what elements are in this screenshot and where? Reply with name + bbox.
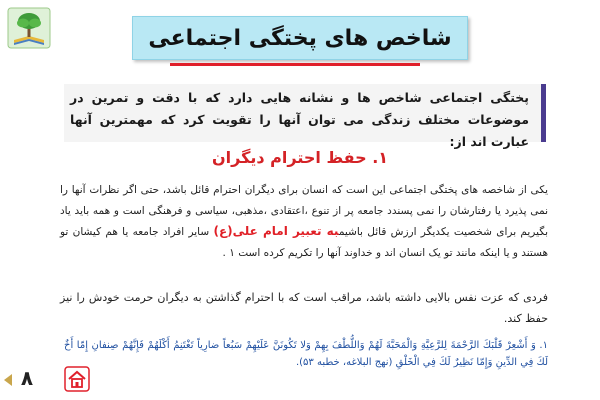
- section-paragraph-2: فردی که عزت نفس بالایی داشته باشد، مراقب است که با احترام گذاشتن به دیگران حرمت خودش را نیز حفظ کند.: [60, 291, 548, 325]
- title-underline: [170, 63, 420, 66]
- prev-arrow-icon[interactable]: [4, 374, 12, 386]
- page-title-box: [132, 16, 468, 60]
- page-title: شاخص های پختگی اجتماعی: [148, 25, 452, 51]
- home-icon[interactable]: [64, 366, 90, 392]
- section-heading: ۱. حفظ احترام دیگران: [211, 148, 389, 167]
- intro-paragraph: پختگی اجتماعی شاخص ها و نشانه هایی دارد که با دقت و تمرین در موضوعات مختلف زندگی می توان آنها را تقویت کرد که مهمترین آنها عبارت اند از:: [64, 84, 546, 142]
- footnote: ۱. وَ أَشْعِرْ قَلْبَكَ الرَّحْمَةَ لِلرَّعِيَّةِ وَالْمَحَبَّةَ لَهُمْ وَاللُّطْفَ بِهِمْ وَلا تَكُونَنَّ عَلَيْهِمْ سَبُعاً ضارِياً تَغْتَنِمُ أَكْلَهُمْ فَإِنَّهُمْ صِنفانِ إِمّا أَخٌ لَكَ فِي الدِّينِ وَإِمّا نَظِيرٌ لَكَ فِي الْخَلْقِ (نهج البلاغه، خطبه ۵۳).: [64, 340, 548, 368]
- paragraph-1-text-start: یکی از شاخصه های پختگی اجتماعی این است که انسان برای دیگران احترام قائل باشد، حتی اگر نظرات آنها را نمی پذیرد یا رفتارشان را نمی پسندد جامعه پر از تنوع ،اعتقادی ،مذهبی، سیاسی و فرهنگی است و همه باید یاد بگیریم برای شخصیت یکدیگر ارزش قائل باشیم: [60, 184, 548, 238]
- section-paragraph-1: [60, 180, 548, 263]
- paragraph-1-text-end: سایر افراد جامعه یا هم کیشان تو هستند و یا اینکه مانند تو یک انسان اند و خداوند آنها را تکریم کرده است ۱ .: [60, 226, 548, 259]
- imam-ali-quote-highlight: به تعبیر امام علی(ع): [213, 224, 339, 238]
- page-number: ۸: [20, 366, 34, 390]
- book-tree-logo-icon: [6, 6, 52, 50]
